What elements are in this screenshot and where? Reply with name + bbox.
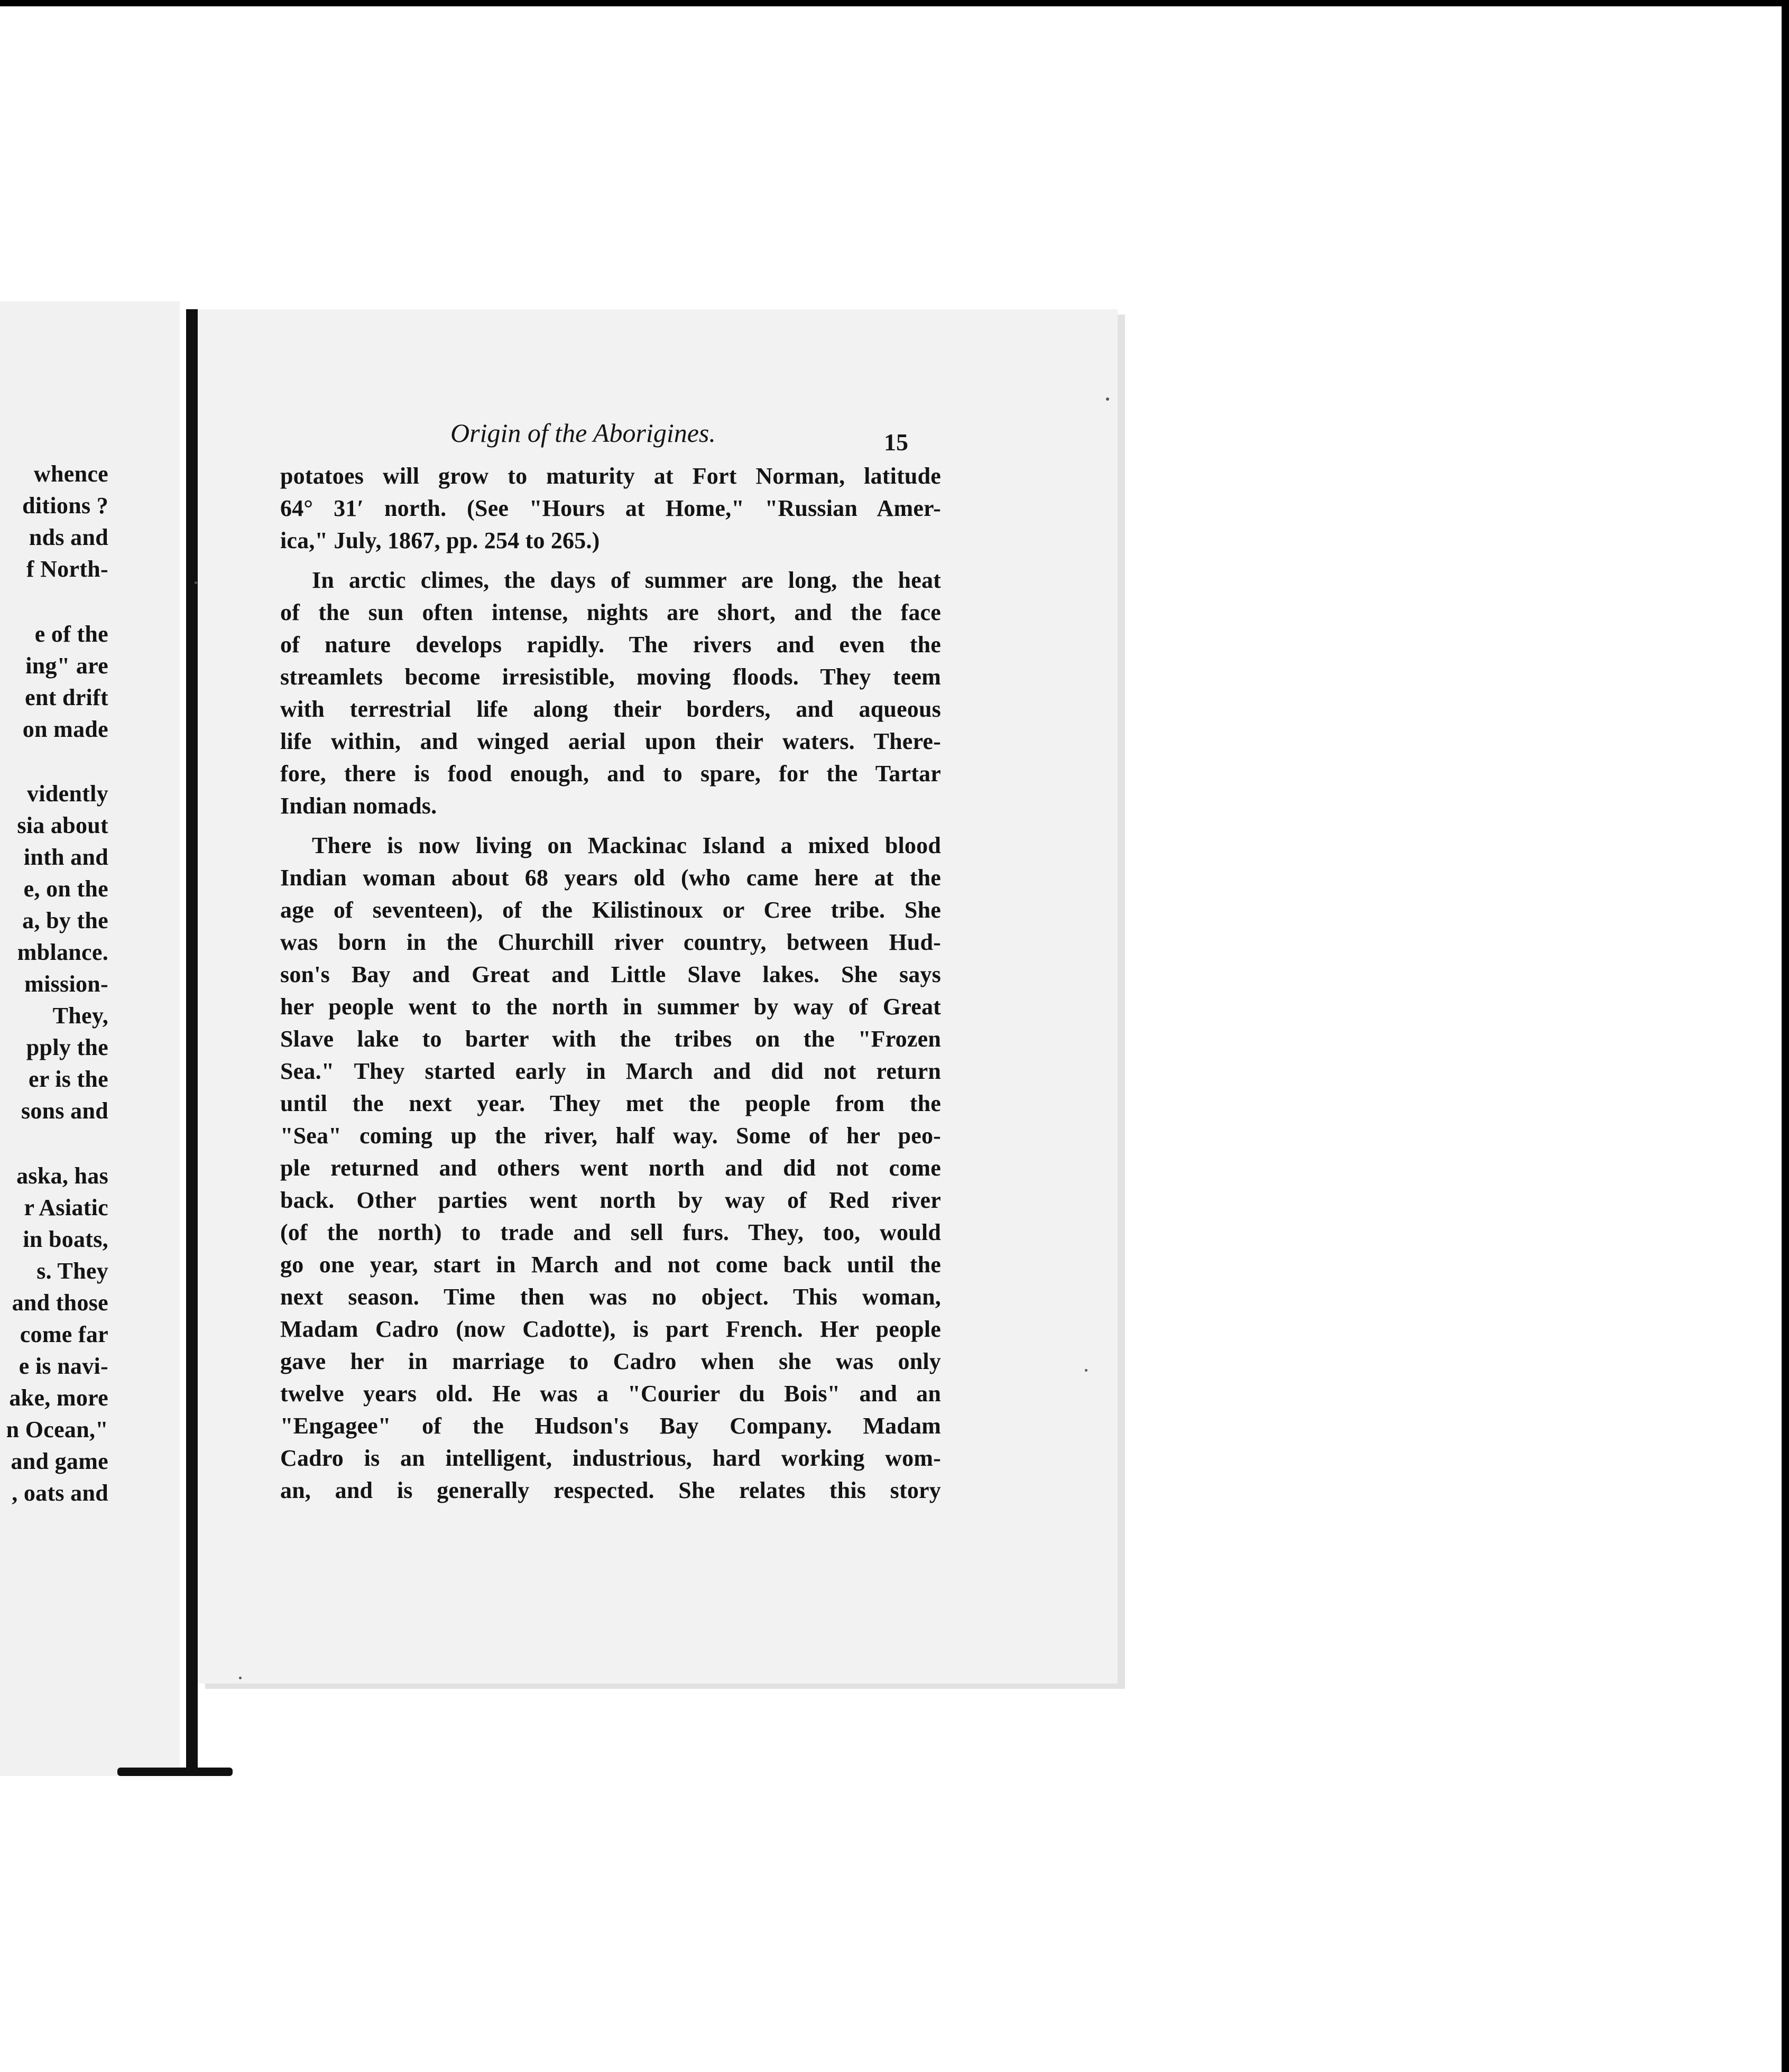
text-line: 64° 31′ north. (See "Hours at Home," "Russian Amer- (280, 495, 941, 521)
text-line: was born in the Churchill river country, between Hud- (280, 929, 941, 955)
text-line: age of seventeen), of the Kilistinoux or Cree tribe. She (280, 897, 941, 923)
left-page-line: sia about (17, 812, 108, 838)
left-page-line: , oats and (12, 1480, 108, 1506)
left-page-line: They, (52, 1003, 108, 1029)
scan-speck (1085, 1369, 1087, 1372)
scan-speck (239, 1677, 242, 1679)
text-line: life within, and winged aerial upon their waters. There- (280, 728, 941, 754)
left-page-line: ditions ? (22, 493, 108, 519)
text-line: Indian woman about 68 years old (who came here at the (280, 865, 941, 891)
text-line: Sea." They started early in March and did not return (280, 1058, 941, 1084)
text-line: with terrestrial life along their borders, and aqueous (280, 696, 941, 722)
text-line: Cadro is an intelligent, industrious, hard working wom- (280, 1445, 941, 1471)
left-page-line: and game (11, 1448, 108, 1474)
text-line: "Sea" coming up the river, half way. Some of her peo- (280, 1123, 941, 1149)
text-line: streamlets become irresistible, moving floods. They teem (280, 664, 941, 690)
scan-speck (195, 581, 197, 584)
left-page-line: nds and (29, 524, 108, 550)
book-gutter (186, 309, 198, 1773)
text-line: son's Bay and Great and Little Slave lakes. She says (280, 961, 941, 987)
text-line: Madam Cadro (now Cadotte), is part French. Her people (280, 1316, 941, 1342)
left-page-line: ing" are (25, 653, 108, 679)
running-head: Origin of the Aborigines. (450, 418, 716, 448)
left-page-line: a, by the (22, 908, 108, 933)
left-page (0, 301, 180, 1776)
left-page-line: mblance. (17, 939, 108, 965)
paragraph (280, 829, 941, 1506)
left-page-line: r Asiatic (24, 1195, 108, 1220)
left-page-line: aska, has (16, 1163, 108, 1189)
scan-frame-right-edge (1782, 0, 1789, 2072)
text-line: next season. Time then was no object. This woman, (280, 1284, 941, 1310)
text-line: gave her in marriage to Cadro when she was only (280, 1348, 941, 1374)
left-page-line: s. They (36, 1258, 108, 1284)
left-page-line: mission- (24, 971, 108, 997)
text-line: In arctic climes, the days of summer are long, the heat (312, 567, 941, 593)
left-page-line: sons and (21, 1098, 108, 1124)
text-line: of nature develops rapidly. The rivers and even the (280, 632, 941, 658)
scan-frame-top-edge (0, 0, 1789, 6)
text-line: fore, there is food enough, and to spare, for the Tartar (280, 761, 941, 787)
text-line: her people went to the north in summer by way of Great (280, 994, 941, 1020)
left-page-line: inth and (23, 844, 108, 870)
text-line: There is now living on Mackinac Island a mixed blood (312, 832, 941, 858)
left-page-line: e of the (34, 621, 108, 647)
left-page-line: ake, more (9, 1385, 108, 1411)
text-line: ica," July, 1867, pp. 254 to 265.) (280, 528, 600, 553)
text-line: potatoes will grow to maturity at Fort Norman, latitude (280, 463, 941, 489)
paragraph (280, 460, 941, 557)
scan-speck (1106, 397, 1109, 401)
left-page-line: whence (33, 461, 108, 487)
left-page-line: e is navi- (19, 1353, 108, 1379)
text-line: Slave lake to barter with the tribes on the "Frozen (280, 1026, 941, 1052)
text-line: of the sun often intense, nights are short, and the face (280, 599, 941, 625)
page-number: 15 (884, 429, 908, 456)
paragraph (280, 564, 941, 822)
text-line: Indian nomads. (280, 793, 437, 819)
left-page-line: in boats, (23, 1226, 108, 1252)
text-line: back. Other parties went north by way of Red river (280, 1187, 941, 1213)
left-page-line: and those (12, 1290, 108, 1316)
left-page-line: come far (20, 1321, 108, 1347)
text-line: an, and is generally respected. She relates this story (280, 1477, 941, 1503)
book-gutter-foot (117, 1768, 233, 1776)
body-text (280, 460, 941, 1506)
left-page-line: n Ocean," (6, 1417, 108, 1442)
left-page-line: vidently (27, 781, 108, 807)
text-line: twelve years old. He was a "Courier du Bois" and an (280, 1381, 941, 1407)
text-line: (of the north) to trade and sell furs. They, too, would (280, 1219, 941, 1245)
text-line: go one year, start in March and not come back until the (280, 1252, 941, 1278)
left-page-line: ent drift (25, 684, 108, 710)
text-line: until the next year. They met the people from the (280, 1090, 941, 1116)
left-page-line: er is the (29, 1066, 108, 1092)
left-page-line: on made (22, 716, 108, 742)
left-page-line: f North- (26, 556, 108, 582)
left-page-line: e, on the (23, 876, 108, 902)
text-line: ple returned and others went north and did not come (280, 1155, 941, 1181)
text-line: "Engagee" of the Hudson's Bay Company. Madam (280, 1413, 941, 1439)
left-page-line: pply the (26, 1034, 108, 1060)
